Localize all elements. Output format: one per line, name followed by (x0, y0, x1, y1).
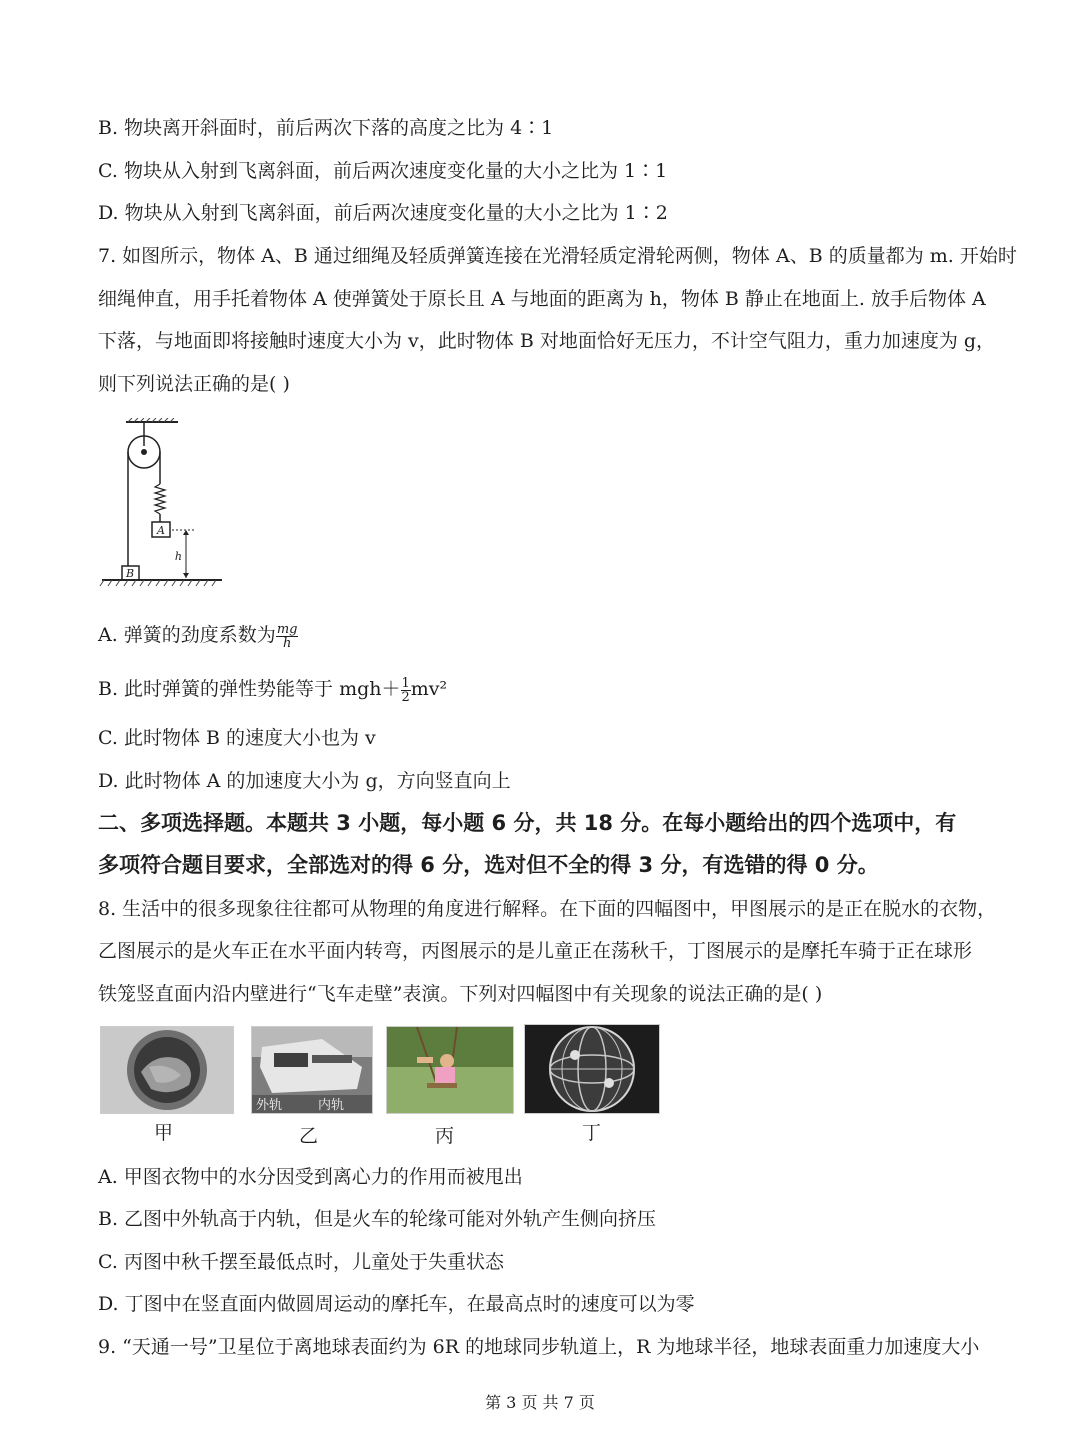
q7-stem-line-4: 则下列说法正确的是( ) (98, 373, 290, 395)
q7-option-b-fraction (401, 677, 411, 704)
q8-stem-line-1: 8. 生活中的很多现象往往都可从物理的角度进行解释。在下面的四幅图中，甲图展示的是正在脱水的衣物， (98, 898, 997, 920)
q7-stem-line-1: 7. 如图所示，物体 A、B 通过细绳及轻质弹簧连接在光滑轻质定滑轮两侧，物体 A、B 的质量都为 m. 开始时 (98, 245, 1017, 267)
caption-bing: 丙 (435, 1125, 455, 1147)
block-b-label: B (125, 567, 135, 580)
q7-option-b-tail: mv² (410, 678, 448, 700)
pulley-spring-diagram (98, 418, 228, 590)
q6-option-c: C. 物块从入射到飞离斜面，前后两次速度变化量的大小之比为 1∶1 (98, 160, 668, 182)
q7-option-b-text: B. 此时弹簧的弹性势能等于 mgh＋ (98, 678, 401, 700)
fraction-numerator: 1 (401, 675, 410, 691)
outer-rail-label: 外轨 (256, 1098, 283, 1113)
globe-cage-image (525, 1025, 659, 1113)
spring (155, 484, 165, 514)
photo-train (251, 1026, 373, 1114)
q6-option-b: B. 物块离开斜面时，前后两次下落的高度之比为 4∶1 (98, 117, 554, 139)
q8-stem-line-3: 铁笼竖直面内沿内壁进行“飞车走壁”表演。下列对四幅图中有关现象的说法正确的是( ) (98, 983, 823, 1005)
inner-rail-label: 内轨 (318, 1098, 345, 1113)
q7-option-d: D. 此时物体 A 的加速度大小为 g，方向竖直向上 (98, 770, 511, 792)
q7-option-c: C. 此时物体 B 的速度大小也为 v (98, 727, 376, 749)
height-label: h (174, 550, 182, 563)
q8-option-b: B. 乙图中外轨高于内轨，但是火车的轮缘可能对外轨产生侧向挤压 (98, 1208, 657, 1230)
block-a-label: A (157, 524, 165, 537)
q7-stem-line-2: 细绳伸直，用手托着物体 A 使弹簧处于原长且 A 与地面的距离为 h，物体 B 静止在地面上. 放手后物体 A (98, 288, 986, 310)
q6-option-d: D. 物块从入射到飞离斜面，前后两次速度变化量的大小之比为 1∶2 (98, 202, 668, 224)
photo-globe-of-death (524, 1024, 660, 1114)
q7-option-a (98, 619, 988, 651)
section-heading-line-2: 多项符合题目要求，全部选对的得 6 分，选对但不全的得 3 分，有选错的得 0 分。 (98, 853, 879, 877)
q8-stem-line-2: 乙图展示的是火车正在水平面内转弯，丙图展示的是儿童正在荡秋千，丁图展示的是摩托车骑于正在球形 (98, 940, 973, 962)
q7-option-b (98, 672, 988, 706)
caption-yi: 乙 (299, 1125, 319, 1147)
caption-ding: 丁 (582, 1122, 602, 1144)
q7-option-a-text: A. 弹簧的劲度系数为 (98, 624, 276, 646)
q8-option-a: A. 甲图衣物中的水分因受到离心力的作用而被甩出 (98, 1166, 523, 1188)
caption-jia: 甲 (154, 1122, 174, 1144)
photo-swing (386, 1026, 514, 1114)
section-heading-line-1: 二、多项选择题。本题共 3 小题，每小题 6 分，共 18 分。在每小题给出的四个选项中，有 (98, 811, 957, 835)
fraction-denominator: h (282, 635, 292, 651)
q8-option-d: D. 丁图中在竖直面内做圆周运动的摩托车，在最高点时的速度可以为零 (98, 1293, 695, 1315)
fraction-denominator: 2 (401, 689, 410, 705)
swing-image (387, 1027, 513, 1113)
q8-option-c: C. 丙图中秋千摆至最低点时，儿童处于失重状态 (98, 1251, 504, 1273)
fraction-numerator: mg (276, 621, 298, 637)
q9-stem-line-1: 9. “天通一号”卫星位于离地球表面约为 6R 的地球同步轨道上，R 为地球半径，地球表面重力加速度大小 (98, 1336, 980, 1358)
page-number-footer: 第 3 页 共 7 页 (485, 1393, 595, 1412)
q7-option-a-fraction (276, 623, 299, 650)
washing-machine-image (101, 1027, 233, 1113)
q7-stem-line-3: 下落，与地面即将接触时速度大小为 v，此时物体 B 对地面恰好无压力，不计空气阻力，重力加速度为 g， (98, 330, 996, 352)
photo-washing-machine (100, 1026, 234, 1114)
train-image (252, 1027, 372, 1113)
